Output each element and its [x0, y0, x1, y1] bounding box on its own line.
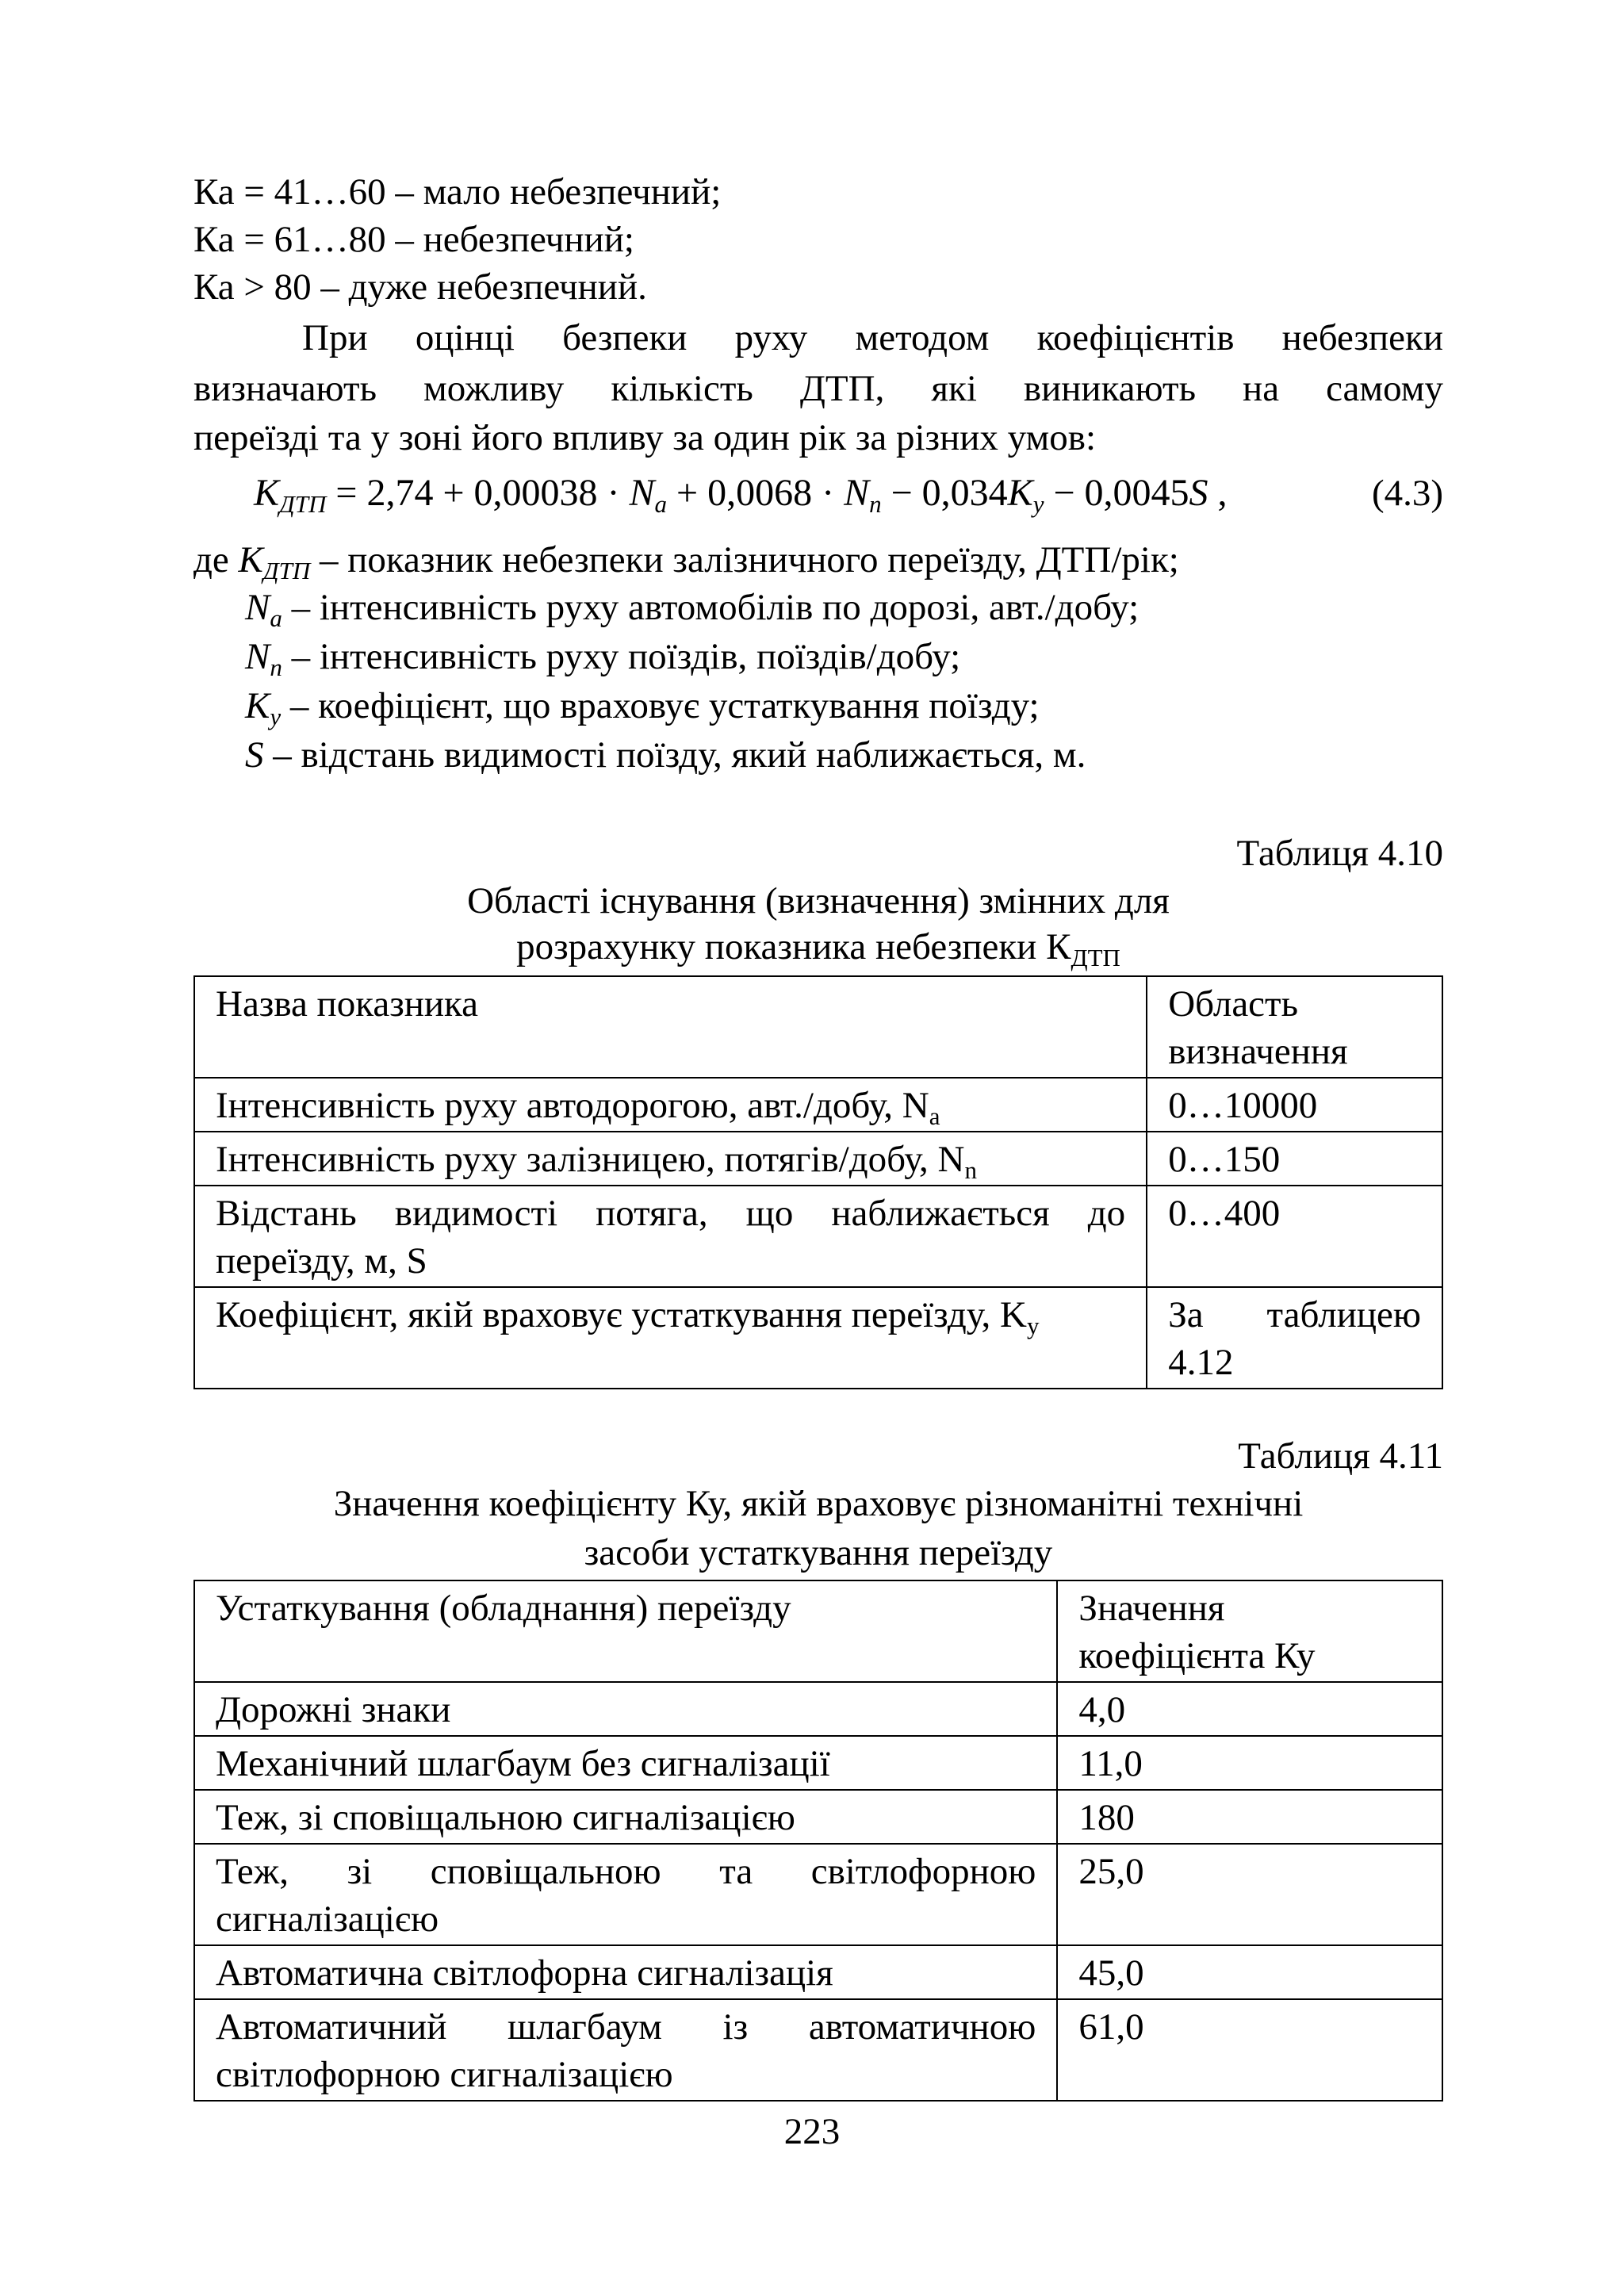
table-header-row	[194, 976, 1442, 1078]
definition-line	[245, 731, 1086, 779]
header-line: Значення	[1078, 1588, 1225, 1629]
table-caption-subscript: ДТП	[1071, 944, 1120, 971]
table-cell: 0…400	[1147, 1186, 1442, 1287]
table-label: Таблиця 4.10	[1236, 833, 1443, 874]
definition-line	[245, 682, 1040, 730]
definition-symbol: N	[245, 587, 270, 628]
definition-subscript: n	[270, 653, 282, 681]
table-cell: 0…10000	[1147, 1078, 1442, 1132]
table-cell: Механічний шлагбаум без сигналізації	[194, 1736, 1057, 1790]
table-cell: Автоматична світлофорна сигналізація	[194, 1945, 1057, 1999]
table-row	[194, 1844, 1442, 1945]
paragraph-line: визначають можливу кількість ДТП, які виникають на самому	[193, 368, 1443, 409]
table-row	[194, 1736, 1442, 1790]
formula-subscript: y	[1032, 490, 1044, 518]
definition-line	[193, 536, 1179, 584]
table-row	[194, 1132, 1442, 1186]
formula-4-3	[254, 469, 1228, 517]
table-cell: 61,0	[1057, 1999, 1442, 2101]
header-line: коефіцієнта Ку	[1078, 1635, 1316, 1676]
header-line: визначення	[1168, 1031, 1348, 1072]
formula-symbol: S	[1189, 472, 1208, 514]
table-header-cell	[1057, 1580, 1442, 1682]
formula-symbol: N	[844, 472, 870, 514]
equation-number: (4.3)	[1371, 473, 1443, 514]
table-cell: 180	[1057, 1790, 1442, 1844]
table-cell: Дорожні знаки	[194, 1682, 1057, 1736]
table-4-11	[193, 1580, 1443, 2102]
table-row	[194, 1790, 1442, 1844]
formula-symbol: N	[629, 472, 655, 514]
definition-text: – показник небезпеки залізничного переїзду, ДТП/рік;	[310, 539, 1179, 580]
table-caption	[193, 923, 1443, 971]
formula-part: + 0,0068 ·	[667, 472, 845, 514]
table-cell	[194, 1287, 1147, 1389]
paragraph-line: При оцінці безпеки руху методом коефіцієнтів небезпеки	[302, 317, 1443, 358]
formula-symbol: K	[254, 472, 280, 514]
table-row	[194, 1682, 1442, 1736]
table-cell: 25,0	[1057, 1844, 1442, 1945]
definition-prefix: де	[193, 539, 239, 580]
table-row	[194, 1186, 1442, 1287]
table-caption-text: розрахунку показника небезпеки К	[516, 926, 1071, 967]
table-cell: Теж, зі сповіщальною сигналізацією	[194, 1790, 1057, 1844]
intro-line: Ка > 80 – дуже небезпечний.	[193, 266, 647, 308]
cell-subscript: n	[964, 1156, 977, 1184]
definition-subscript: ДТП	[262, 557, 311, 584]
table-cell: Відстань видимості потяга, що наближається до переїзду, м, S	[194, 1186, 1147, 1287]
paragraph-line: переїзді та у зоні його впливу за один рік за різних умов:	[193, 417, 1097, 458]
table-cell: 0…150	[1147, 1132, 1442, 1186]
table-cell: Теж, зі сповіщальною та світлофорною сигналізацією	[194, 1844, 1057, 1945]
table-caption: Області існування (визначення) змінних для	[467, 880, 1170, 921]
definition-line	[245, 633, 960, 680]
table-cell: 11,0	[1057, 1736, 1442, 1790]
table-row	[194, 1078, 1442, 1132]
table-4-10	[193, 975, 1443, 1389]
formula-part: = 2,74 + 0,00038 ·	[326, 472, 630, 514]
cell-text: Коефіцієнт, якій враховує устаткування переїзду, K	[216, 1294, 1027, 1335]
formula-subscript: ДТП	[279, 490, 327, 518]
table-cell: Автоматичний шлагбаум із автоматичною світлофорною сигналізацією	[194, 1999, 1057, 2101]
formula-subscript: n	[869, 490, 882, 518]
definition-text: – інтенсивність руху автомобілів по дорозі, авт./добу;	[282, 587, 1139, 628]
table-header-cell	[1147, 976, 1442, 1078]
table-row	[194, 1945, 1442, 1999]
definition-text: – відстань видимості поїзду, який наближається, м.	[263, 734, 1086, 776]
table-row	[194, 1287, 1442, 1389]
cell-text: Інтенсивність руху залізницею, потягів/добу, N	[216, 1139, 965, 1180]
formula-symbol: K	[1007, 472, 1033, 514]
table-caption: Значення коефіцієнту Ку, якій враховує різноманітні технічні	[333, 1483, 1304, 1524]
formula-part: ,	[1208, 472, 1228, 514]
table-header-cell: Устаткування (обладнання) переїзду	[194, 1580, 1057, 1682]
table-cell	[194, 1132, 1147, 1186]
definition-text: – коефіцієнт, що враховує устаткування поїзду;	[281, 685, 1040, 726]
definition-symbol: K	[238, 539, 263, 580]
table-cell: За таблицею 4.12	[1147, 1287, 1442, 1389]
table-label: Таблиця 4.11	[1238, 1435, 1443, 1477]
table-header-row	[194, 1580, 1442, 1682]
formula-part: − 0,0045	[1044, 472, 1189, 514]
definition-symbol: K	[245, 685, 270, 726]
table-cell: 4,0	[1057, 1682, 1442, 1736]
table-row	[194, 1999, 1442, 2101]
definition-subscript: a	[270, 604, 282, 632]
intro-line: Ка = 41…60 – мало небезпечний;	[193, 171, 722, 213]
definition-symbol: N	[245, 636, 270, 677]
page-number: 223	[783, 2111, 841, 2152]
table-cell: 45,0	[1057, 1945, 1442, 1999]
table-cell	[194, 1078, 1147, 1132]
cell-subscript: y	[1026, 1312, 1040, 1339]
definition-subscript: y	[270, 703, 282, 730]
definition-text: – інтенсивність руху поїздів, поїздів/добу;	[282, 636, 961, 677]
table-caption: засоби устаткування переїзду	[584, 1532, 1053, 1573]
definition-symbol: S	[245, 734, 264, 776]
definition-line	[245, 584, 1139, 631]
formula-part: − 0,034	[881, 472, 1008, 514]
header-line: Область	[1168, 983, 1299, 1025]
cell-text: Інтенсивність руху автодорогою, авт./добу, N	[216, 1085, 929, 1126]
cell-subscript: a	[929, 1102, 940, 1130]
table-header-cell: Назва показника	[194, 976, 1147, 1078]
intro-line: Ка = 61…80 – небезпечний;	[193, 219, 634, 260]
formula-subscript: a	[654, 490, 668, 518]
